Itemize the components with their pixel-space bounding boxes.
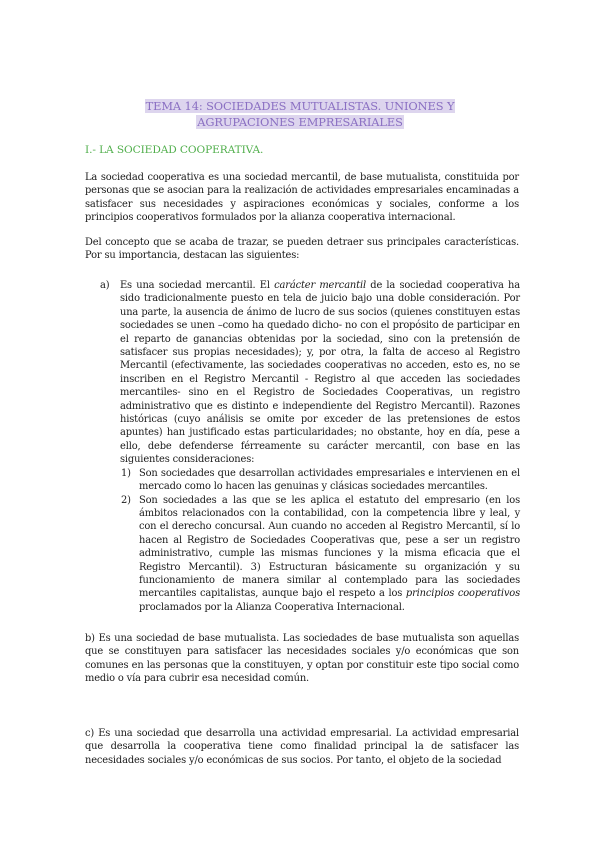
sub-item-1 (121, 467, 520, 494)
sub-item-2-text-italic: principios cooperativos (405, 588, 520, 600)
sub-item-2 (121, 494, 520, 615)
list-item-c: c) Es una sociedad que desarrolla una actividad empresarial. La actividad empresarial que desarrolla la cooperativa tiene como finalidad principal la de satisfacer las necesidades sociales y/o económicas de sus socios. Por tanto, el objeto de la sociedad (85, 728, 519, 766)
title-line-1: TEMA 14: SOCIEDADES MUTUALISTAS. UNIONES Y (145, 99, 455, 113)
intro-paragraph: La sociedad cooperativa es una sociedad mercantil, de base mutualista, constituida por personas que se asocian para la realización de actividades empresariales encaminadas a satisfacer sus necesidades y aspiraciones económicas y sociales, conforme a los principios cooperativos formulados por la alianza cooperativa internacional. (85, 172, 519, 224)
sub-item-1-text: Son sociedades que desarrollan actividades empresariales e intervienen en el mercado como lo hacen las genuinas y clásicas sociedades mercantiles. (139, 467, 520, 493)
item-a-text-italic: carácter mercantil (274, 280, 366, 291)
concept-paragraph: Del concepto que se acaba de trazar, se pueden detraer sus principales características. Por su importancia, destacan las siguientes: (85, 237, 519, 262)
sub-item-1-label: 1) (121, 467, 131, 479)
item-a-text-before: Es una sociedad mercantil. El (120, 280, 275, 291)
sub-item-2-text-after: proclamados por la Alianza Cooperativa Internacional. (139, 601, 405, 613)
list-item-a-text (120, 279, 520, 467)
list-item-a-label: a) (100, 280, 110, 291)
list-item-b: b) Es una sociedad de base mutualista. Las sociedades de base mutualista son aquellas que se constituyen para satisfacer las necesidades sociales y/o económicas que son comunes en las personas que la constituyen, y optan por constituir este tipo social como medio o vía para cubrir esa necesidad común. (85, 633, 519, 685)
sub-item-2-label: 2) (121, 494, 131, 506)
list-item-a (100, 279, 520, 614)
section-heading: I.- LA SOCIEDAD COOPERATIVA. (85, 144, 264, 156)
title-line-2: AGRUPACIONES EMPRESARIALES (197, 115, 403, 129)
sub-item-2-text-before: Son sociedades a las que se les aplica el estatuto del empresario (en los ámbitos relacionados con la contabilidad, con la competencia libre y leal, y con el derecho concursal. Aun cuando no acceden al Registro Mercantil, sí lo hacen al Registro de Sociedades Cooperativas que, pese a ser un registro administrativo, cumple las mismas funciones y la misma eficacia que el Registro Mercantil). 3) Estructuran básicamente su organización y su funcionamiento de manera similar al contemplado para las sociedades mercantiles capitalistas, aunque bajo el respeto a los (139, 494, 520, 600)
document-title (120, 98, 480, 130)
item-a-text-after: de la sociedad cooperativa ha sido tradicionalmente puesto en tela de juicio bajo una doble consideración. Por una parte, la ausencia de ánimo de lucro de sus socios (quienes constituyen estas sociedades se unen –como ha quedado dicho- no con el propósito de participar en el reparto de ganancias obtenidas por la sociedad, sino con la pretensión de satisfacer sus propias necesidades); y, por otra, la falta de acceso al Registro Mercantil (efectivamente, las sociedades cooperativas no acceden, esto es, no se inscriben en el Registro Mercantil - Registro al que acceden las sociedades mercantiles- sino en el Registro de Sociedades Cooperativas, un registro administrativo que es distinto e independiente del Registro Mercantil). Razones históricas (cuyo análisis se omite por exceder de las pretensiones de estos apuntes) han justificado estas particularidades; no obstante, hoy en día, pese a ello, debe defenderse férreamente su carácter mercantil, con base en las siguientes consideraciones: (120, 280, 520, 466)
